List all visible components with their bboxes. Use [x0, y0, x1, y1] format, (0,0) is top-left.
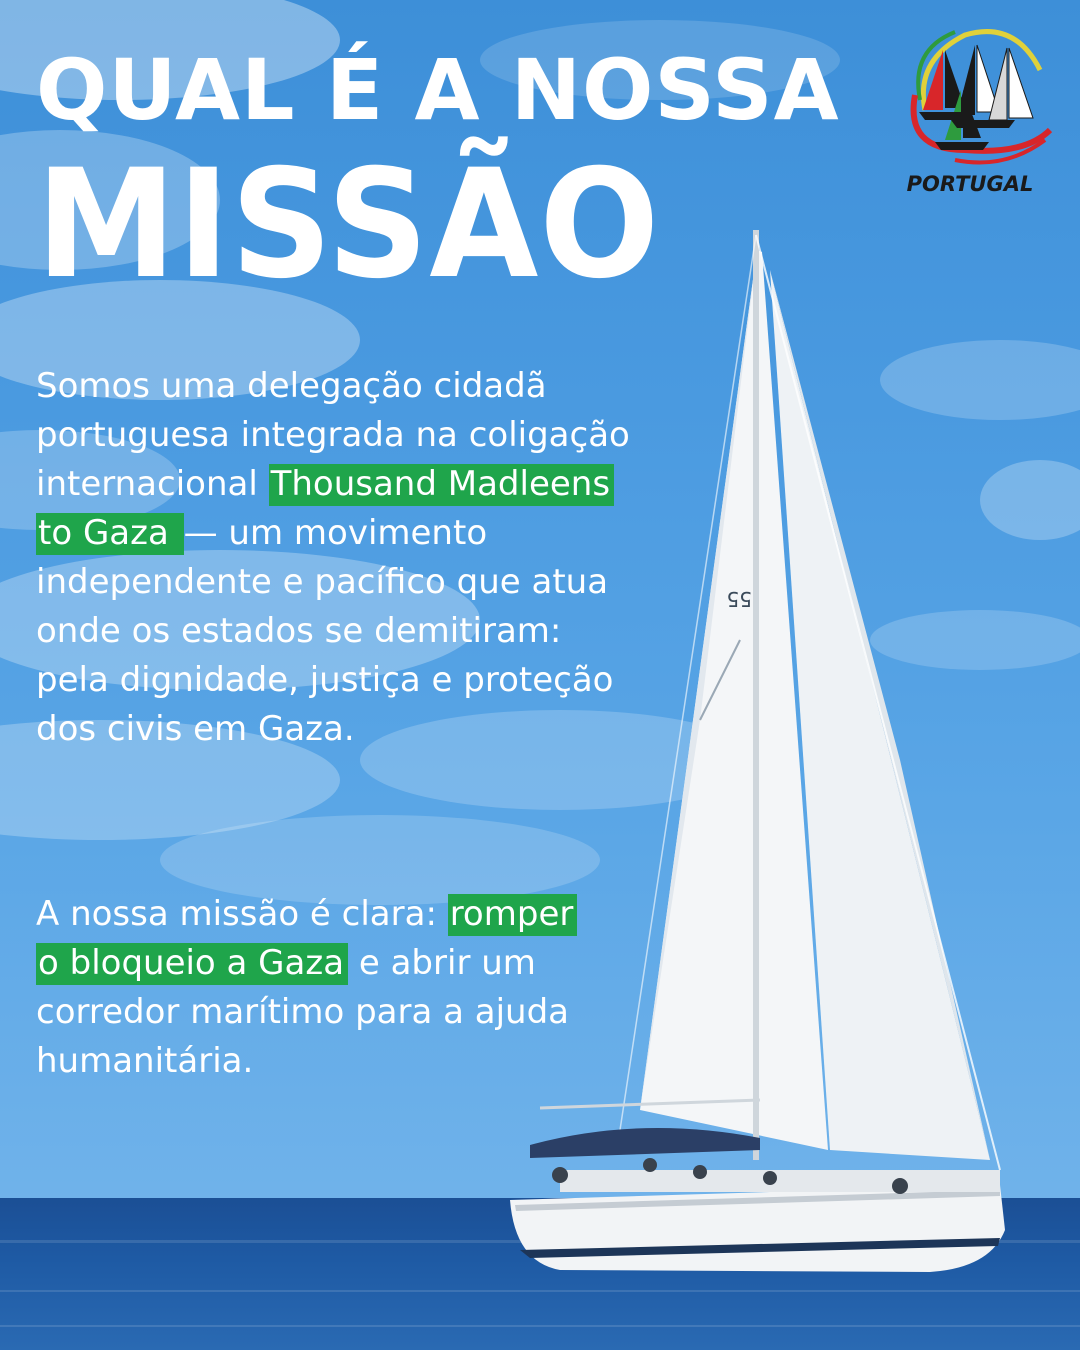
highlight-romper: romper — [448, 894, 578, 936]
para1-line-5: independente e pacífico que atua — [36, 562, 609, 602]
mission-paragraph — [36, 890, 577, 1086]
para2-line-3: corredor marítimo para a ajuda — [36, 992, 570, 1032]
title-line-1: QUAL É A NOSSA — [36, 41, 840, 139]
para1-line-6: onde os estados se demitiram: — [36, 611, 562, 651]
para1-line-7: pela dignidade, justiça e proteção — [36, 660, 614, 700]
title-line-2: MISSÃO — [36, 138, 661, 312]
para2-line-1-prefix: A nossa missão é clara: — [36, 894, 448, 934]
highlight-thousand-madleens: Thousand Madleens — [269, 464, 614, 506]
highlight-bloqueio: o bloqueio a Gaza — [36, 943, 348, 985]
highlight-to-gaza: to Gaza — [36, 513, 184, 555]
para1-line-1: Somos uma delegação cidadã — [36, 366, 547, 406]
para1-line-4-suffix: — um movimento — [183, 513, 488, 553]
para1-line-8: dos civis em Gaza. — [36, 709, 355, 749]
para2-line-2-suffix: e abrir um — [348, 943, 536, 983]
para1-line-2: portuguesa integrada na coligação — [36, 415, 630, 455]
logo-label: PORTUGAL — [906, 172, 1034, 196]
para2-line-4: humanitária. — [36, 1041, 254, 1081]
sail-number: 55 — [726, 587, 752, 611]
para1-line-3-prefix: internacional — [36, 464, 269, 504]
intro-paragraph — [36, 362, 630, 754]
